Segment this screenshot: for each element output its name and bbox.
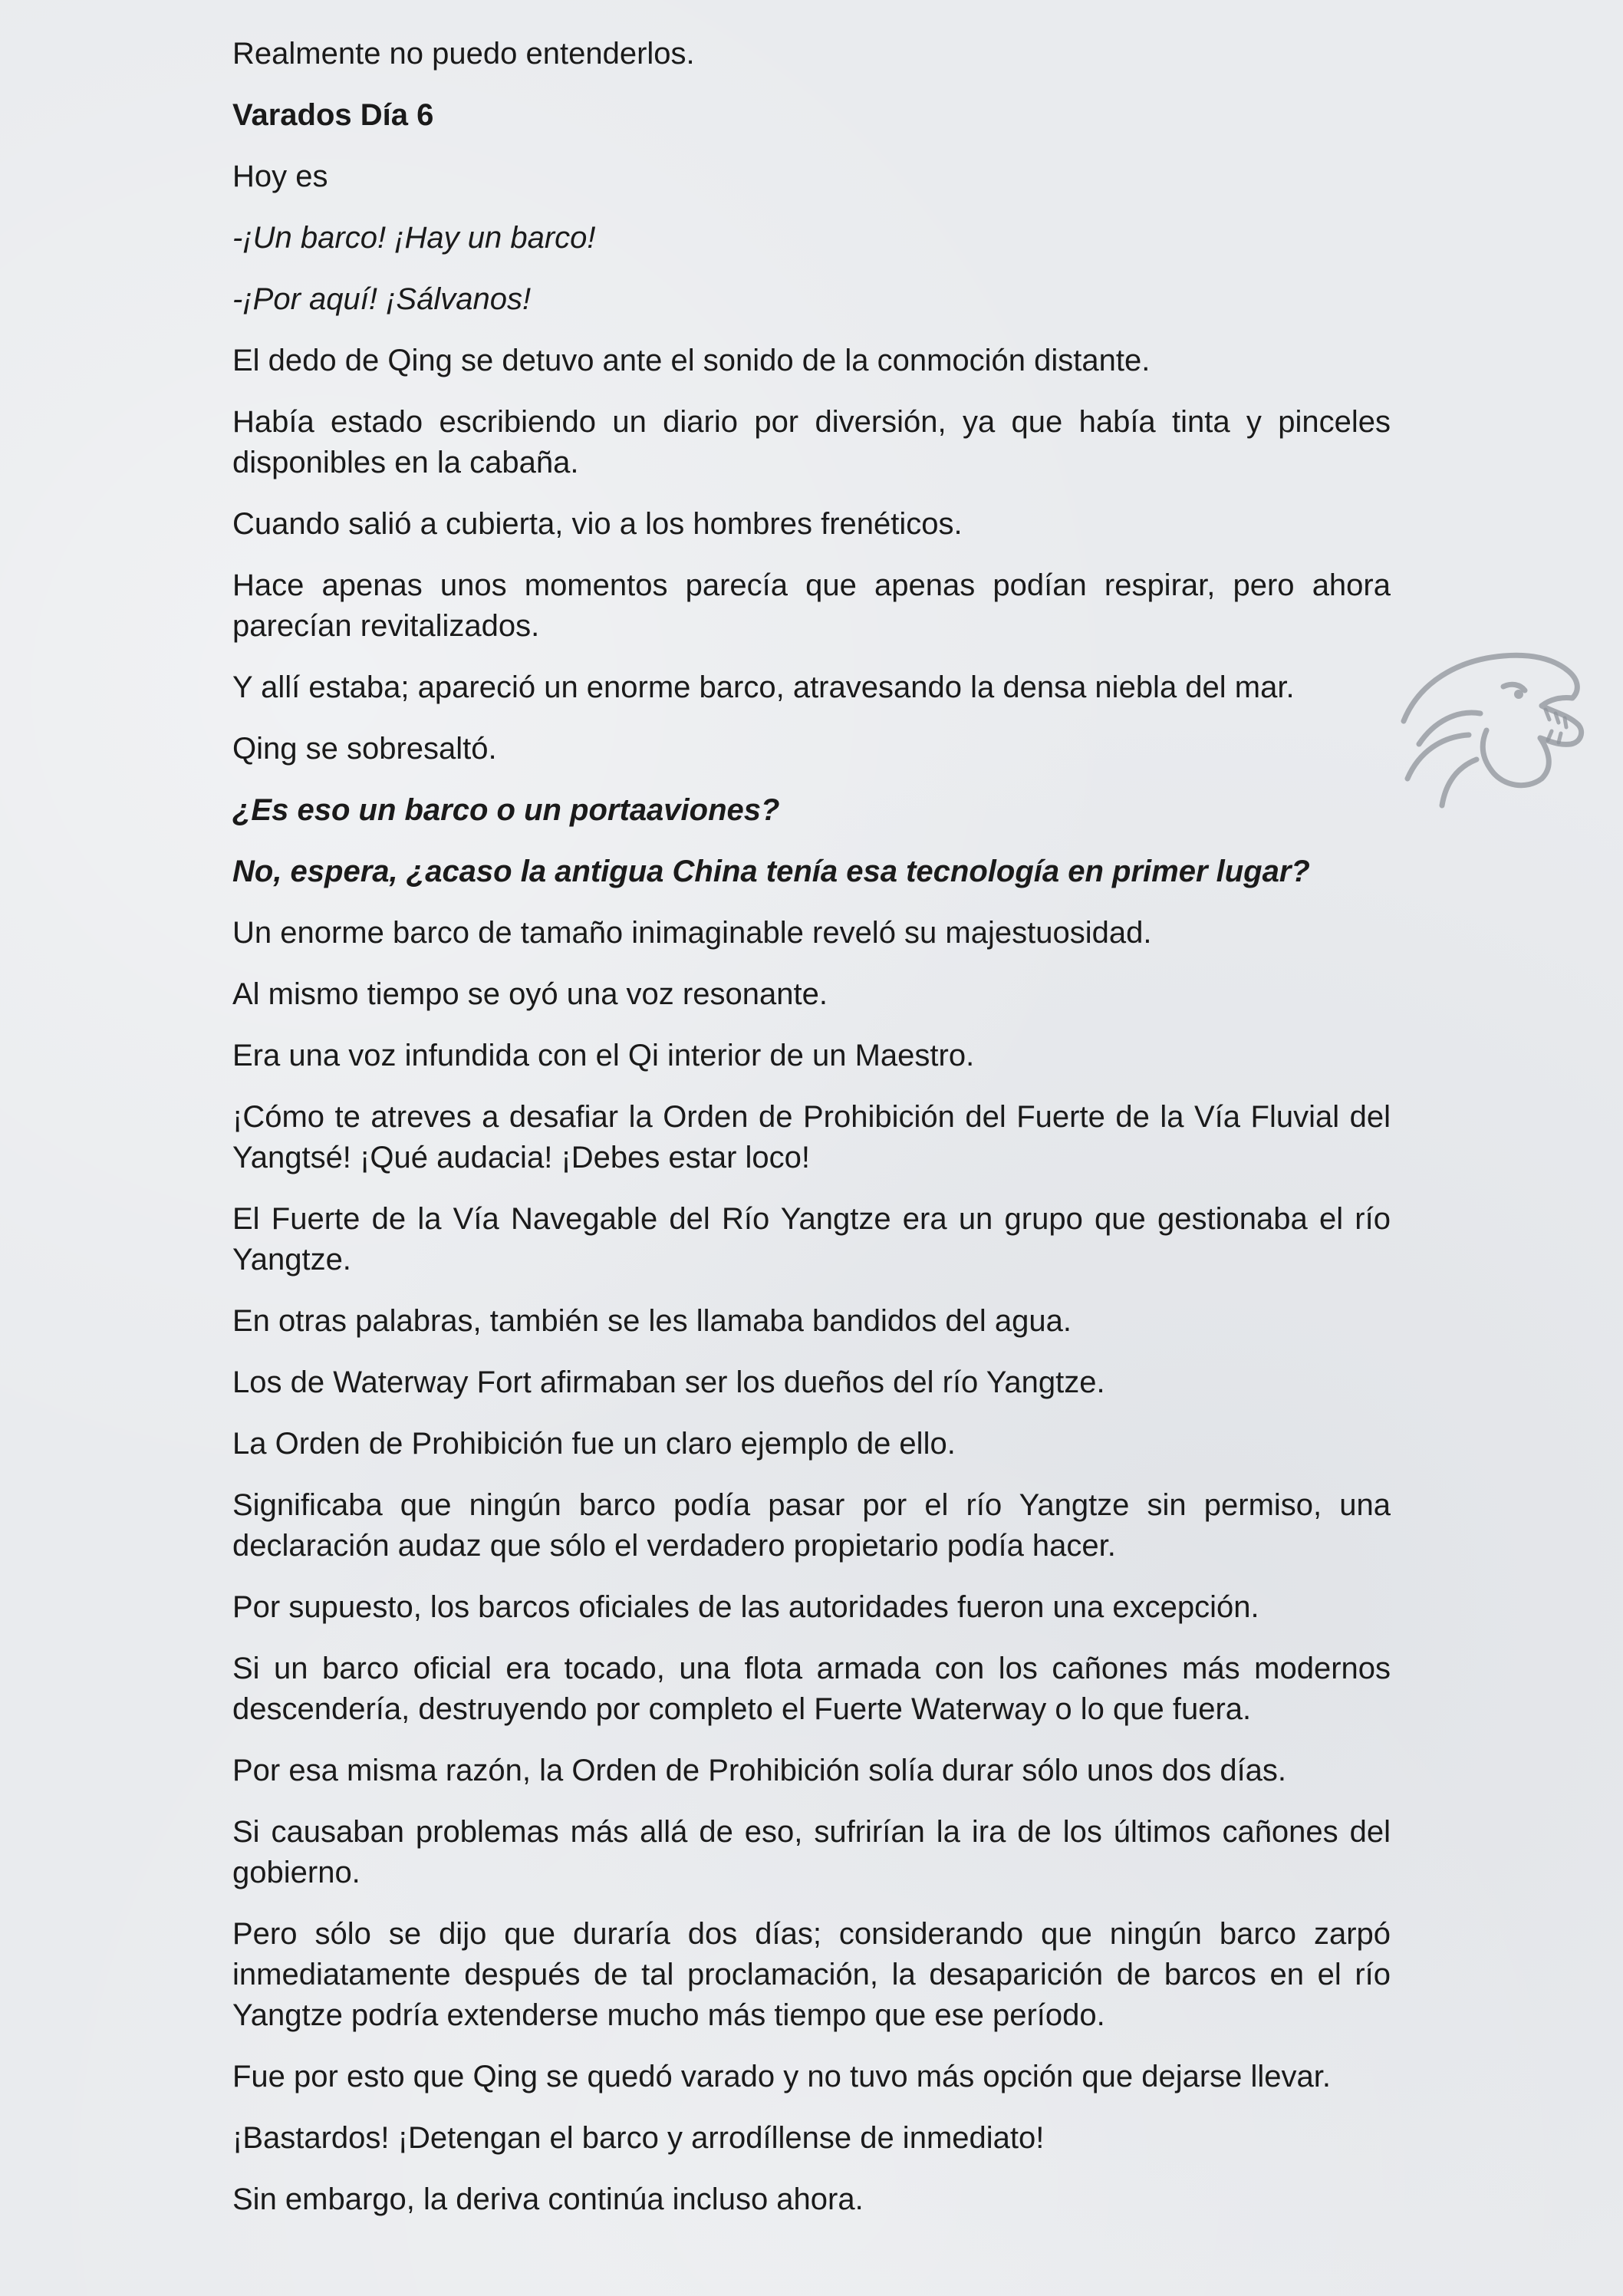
paragraph: Hoy es bbox=[232, 160, 328, 193]
thought-paragraph: No, espera, ¿acaso la antigua China tenía esa tecnología en primer lugar? bbox=[232, 855, 1310, 888]
paragraph: Pero sólo se dijo que duraría dos días; considerando que ningún barco zarpó inmediatamente después de tal proclamación, la desaparición de barcos en el río Yangtze podría extenderse mucho más tiempo que ese período. bbox=[232, 1917, 1391, 2032]
paragraph: ¡Cómo te atreves a desafiar la Orden de Prohibición del Fuerte de la Vía Fluvial del Yangtsé! ¡Qué audacia! ¡Debes estar loco! bbox=[232, 1100, 1391, 1174]
paragraph: Por esa misma razón, la Orden de Prohibición solía durar sólo unos dos días. bbox=[232, 1754, 1287, 1787]
paragraph: Sin embargo, la deriva continúa incluso ahora. bbox=[232, 2182, 864, 2216]
paragraph: Cuando salió a cubierta, vio a los hombres frenéticos. bbox=[232, 507, 963, 541]
thought-paragraph: ¿Es eso un barco o un portaaviones? bbox=[232, 793, 780, 827]
paragraph: En otras palabras, también se les llamaba bandidos del agua. bbox=[232, 1304, 1072, 1338]
paragraph: La Orden de Prohibición fue un claro ejemplo de ello. bbox=[232, 1427, 956, 1461]
dinosaur-eye bbox=[1514, 690, 1523, 699]
dinosaur-head-outline bbox=[1404, 655, 1582, 805]
paragraph: Los de Waterway Fort afirmaban ser los dueños del río Yangtze. bbox=[232, 1365, 1105, 1399]
paragraph: Qing se sobresaltó. bbox=[232, 732, 497, 766]
section-heading: Varados Día 6 bbox=[232, 98, 434, 132]
paragraph: Por supuesto, los barcos oficiales de las autoridades fueron una excepción. bbox=[232, 1590, 1259, 1624]
paragraph: Significaba que ningún barco podía pasar por el río Yangtze sin permiso, una declaración audaz que sólo el verdadero propietario podía hacer. bbox=[232, 1488, 1391, 1563]
paragraph: Y allí estaba; apareció un enorme barco, atravesando la densa niebla del mar. bbox=[232, 670, 1295, 704]
paragraph: El dedo de Qing se detuvo ante el sonido de la conmoción distante. bbox=[232, 344, 1151, 377]
paragraph: Un enorme barco de tamaño inimaginable reveló su majestuosidad. bbox=[232, 916, 1152, 950]
paragraph: Si causaban problemas más allá de eso, sufrirían la ira de los últimos cañones del gobierno. bbox=[232, 1815, 1391, 1889]
paragraph: ¡Bastardos! ¡Detengan el barco y arrodíllense de inmediato! bbox=[232, 2121, 1045, 2155]
paragraph: -¡Por aquí! ¡Sálvanos! bbox=[232, 282, 532, 316]
paragraph: Hace apenas unos momentos parecía que apenas podían respirar, pero ahora parecían revitalizados. bbox=[232, 568, 1391, 643]
dinosaur-head-icon bbox=[1396, 629, 1595, 828]
paragraph: Realmente no puedo entenderlos. bbox=[232, 37, 695, 71]
paragraph: -¡Un barco! ¡Hay un barco! bbox=[232, 221, 596, 255]
paragraph: Había estado escribiendo un diario por diversión, ya que había tinta y pinceles disponibles en la cabaña. bbox=[232, 405, 1391, 479]
paragraph: Era una voz infundida con el Qi interior de un Maestro. bbox=[232, 1039, 975, 1072]
paragraph: El Fuerte de la Vía Navegable del Río Yangtze era un grupo que gestionaba el río Yangtze. bbox=[232, 1202, 1391, 1276]
paragraph: Al mismo tiempo se oyó una voz resonante. bbox=[232, 977, 828, 1011]
paragraph: Fue por esto que Qing se quedó varado y no tuvo más opción que dejarse llevar. bbox=[232, 2060, 1332, 2093]
document-page bbox=[232, 34, 1391, 2241]
paragraph: Si un barco oficial era tocado, una flota armada con los cañones más modernos descendería, destruyendo por completo el Fuerte Waterway o lo que fuera. bbox=[232, 1652, 1391, 1726]
